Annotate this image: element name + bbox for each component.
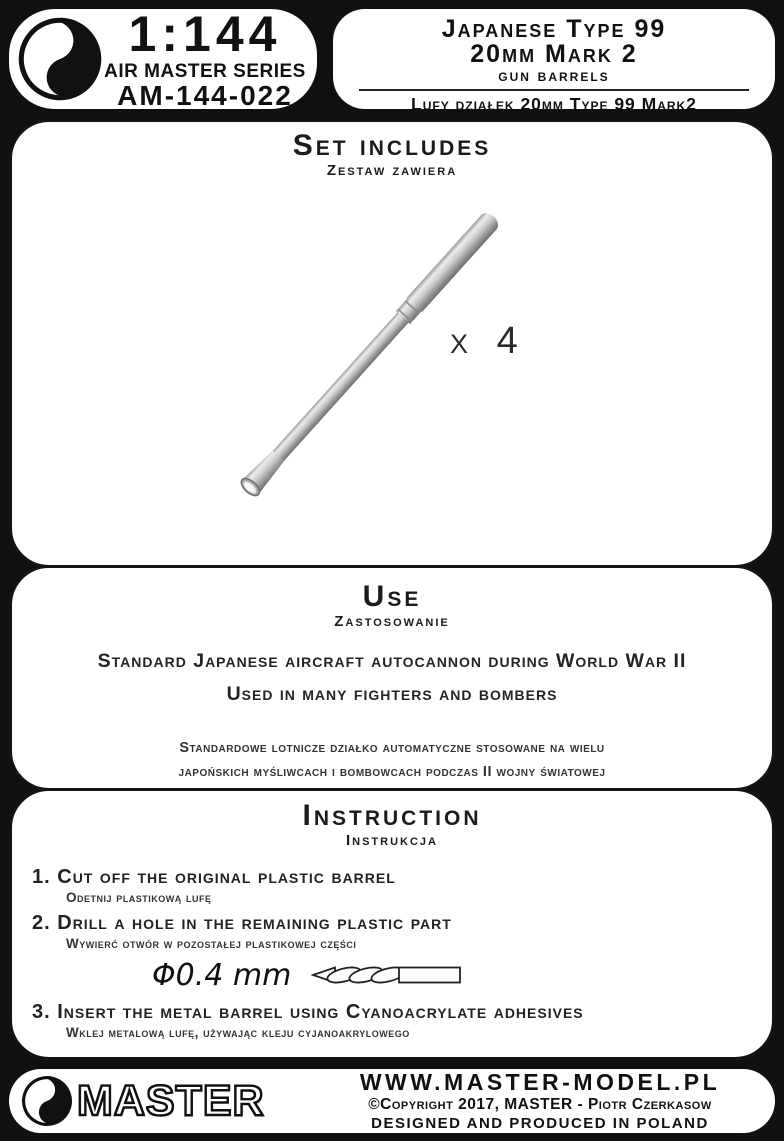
- instruction-title-pl: Instrukcja: [345, 831, 438, 849]
- product-title-box: [333, 9, 775, 114]
- master-logo-icon: [17, 16, 103, 102]
- instruction-panel: [9, 788, 775, 1060]
- step-2-text-pl: Wywierć otwór w pozostałej plastikowej części: [66, 935, 357, 951]
- gun-barrel-illustration: [12, 122, 780, 565]
- brand-text: [103, 5, 307, 111]
- use-title: [12, 581, 772, 631]
- drill-diameter-row: [152, 958, 772, 993]
- product-subtitle-pl: Lufy działek 20mm Type 99 Mark2: [411, 93, 697, 114]
- step-3-text-pl: Wklej metalową lufę, używając kleju cyjanoakrylowego: [66, 1024, 410, 1040]
- use-description-pl-line2: japońskich myśliwcach i bombowcach podczas II wojny światowej: [178, 763, 606, 780]
- master-logo-icon: [21, 1075, 73, 1127]
- series-label: AIR MASTER SERIES: [104, 60, 306, 82]
- instruction-title-en: Instruction: [302, 799, 482, 832]
- product-code: AM-144-022: [117, 79, 293, 111]
- footer-website: WWW.MASTER-MODEL.PL: [359, 1069, 721, 1096]
- use-description-en-line1: Standard Japanese aircraft autocannon during World War II: [97, 649, 687, 672]
- footer-brand-name: MASTER: [77, 1076, 265, 1125]
- set-includes-title-pl: Zestaw zawiera: [326, 161, 458, 179]
- step-1-text-en: 1. Cut off the original plastic barrel: [32, 865, 396, 888]
- use-title-en: Use: [362, 580, 422, 613]
- instruction-step-1: [32, 866, 772, 905]
- instruction-title: [12, 800, 772, 850]
- use-title-pl: Zastosowanie: [334, 612, 450, 630]
- step-3-text-en: 3. Insert the metal barrel using Cyanoacrylate adhesives: [32, 1000, 584, 1023]
- instruction-steps: [32, 866, 772, 1040]
- quantity-label: x 4: [450, 320, 527, 362]
- drill-diameter-label: Φ0.4 mm: [152, 957, 292, 993]
- footer-text: [321, 1068, 759, 1133]
- use-description-pl-line1: Standardowe lotnicze działko automatyczne stosowane na wielu: [179, 739, 605, 756]
- header: [9, 5, 775, 114]
- product-title-line1: Japanese Type 99: [441, 15, 667, 43]
- footer-made-in: DESIGNED AND PRODUCED IN POLAND: [371, 1115, 709, 1133]
- product-title-line3: gun barrels: [498, 66, 610, 86]
- use-description-en-line2: Used in many fighters and bombers: [226, 682, 558, 705]
- instruction-step-3: [32, 1001, 772, 1040]
- step-1-text-pl: Odetnij plastikową lufę: [66, 889, 212, 905]
- set-includes-panel: [9, 119, 775, 568]
- title-divider: [359, 89, 749, 91]
- step-2-text-en: 2. Drill a hole in the remaining plastic part: [32, 911, 452, 934]
- use-panel: [9, 565, 775, 791]
- set-includes-title-en: Set includes: [292, 129, 492, 162]
- drill-bit-icon: [311, 964, 463, 986]
- brand-box: [9, 5, 317, 111]
- product-title-line2: 20mm Mark 2: [470, 40, 638, 69]
- footer: [9, 1069, 775, 1133]
- footer-brand: [21, 1075, 321, 1127]
- scale-label: 1:144: [128, 5, 282, 62]
- instruction-step-2: [32, 912, 772, 951]
- footer-copyright: ©Copyright 2017, MASTER - Piotr Czerkasow: [368, 1096, 712, 1114]
- use-description-pl: [12, 736, 772, 784]
- use-description-en: [12, 645, 772, 711]
